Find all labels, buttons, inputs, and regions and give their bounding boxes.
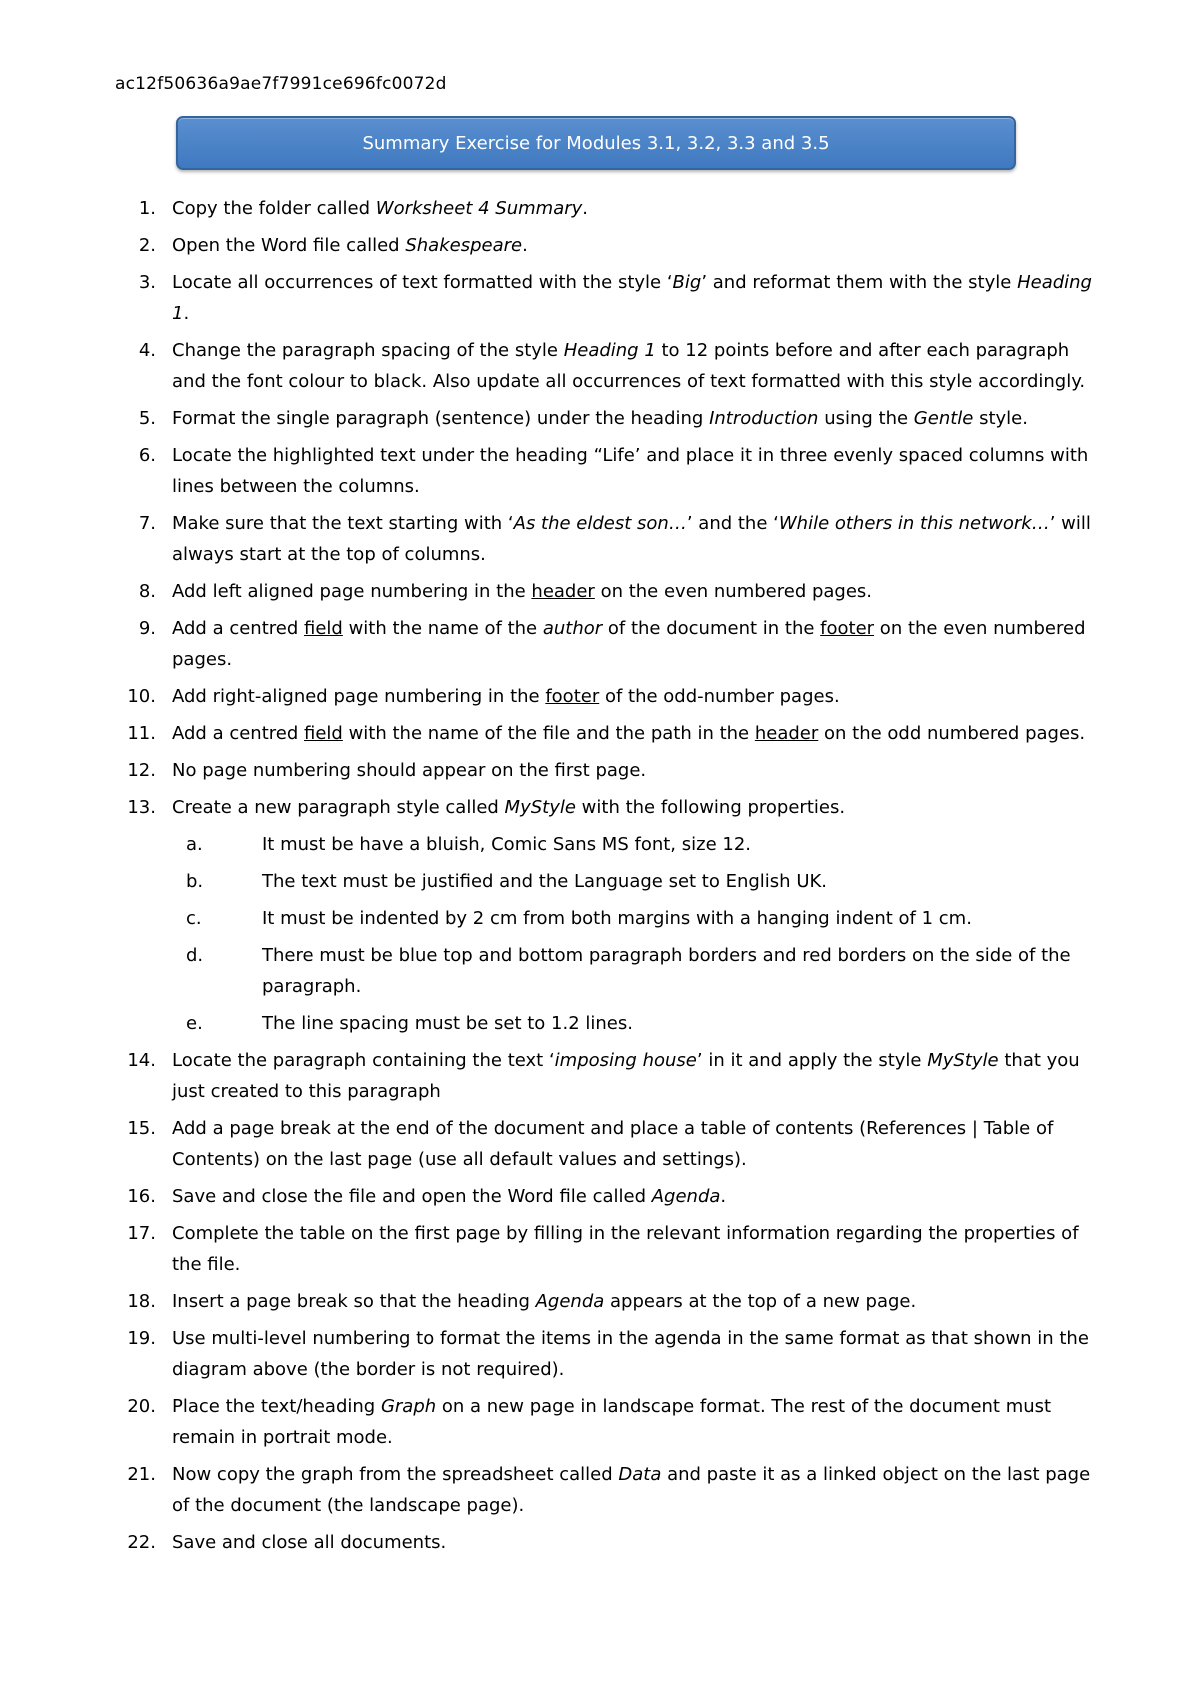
task-item [0, 1218, 1200, 1280]
task-text [172, 1323, 1092, 1385]
task-text-run: Format the single paragraph (sentence) under the heading [172, 408, 710, 429]
task-number: 12. [127, 760, 156, 781]
task-text-run: Copy the folder called [172, 198, 376, 219]
banner-title: Summary Exercise for Modules 3.1, 3.2, 3.3 and 3.5 [362, 132, 830, 154]
task-text-run: Locate all occurrences of text formatted with the style ‘ [172, 272, 673, 293]
task-number: 2. [138, 235, 156, 256]
task-number: 11. [127, 723, 156, 744]
task-text-run: ’ in it and apply the style [696, 1050, 928, 1071]
task-text [172, 267, 1092, 329]
task-text [172, 718, 1092, 749]
task-text [172, 1218, 1092, 1280]
task-text [172, 440, 1092, 502]
task-text-run: Insert a page break so that the heading [172, 1291, 536, 1312]
task-item [0, 403, 1200, 434]
sub-item [172, 829, 1092, 860]
task-text [172, 1113, 1092, 1175]
task-text-run: Locate the paragraph containing the text ‘ [172, 1050, 555, 1071]
task-text-run: of the document in the [602, 618, 821, 639]
task-text-run: Place the text/heading [172, 1396, 381, 1417]
sub-text: The line spacing must be set to 1.2 lines. [262, 1013, 633, 1034]
task-text-run: Change the paragraph spacing of the style [172, 340, 564, 361]
sub-item [172, 903, 1092, 934]
document-id: ac12f50636a9ae7f7991ce696fc0072d [115, 74, 447, 94]
task-text-run: No page numbering should appear on the first page. [172, 760, 647, 781]
task-item [0, 440, 1200, 502]
task-text-run: Heading 1 [172, 272, 1092, 324]
sub-text: There must be blue top and bottom paragraph borders and red borders on the side of the paragraph. [262, 945, 1071, 997]
task-text-run: MyStyle [927, 1050, 999, 1071]
task-text-run: Now copy the graph from the spreadsheet called [172, 1464, 619, 1485]
task-text-run: While others in this network… [778, 513, 1050, 534]
task-text-run: Use multi-level numbering to format the items in the agenda in the same format as that shown in the diagram above (the border is not required). [172, 1328, 1089, 1380]
sub-text: It must be indented by 2 cm from both margins with a hanging indent of 1 cm. [262, 908, 972, 929]
task-text-run: appears at the top of a new page. [604, 1291, 917, 1312]
task-number: 19. [127, 1328, 156, 1349]
task-text-run: using the [818, 408, 914, 429]
task-text-run: field [304, 723, 343, 744]
sub-letter: c. [186, 908, 202, 929]
task-text-run: . [720, 1186, 727, 1207]
title-banner [176, 116, 1016, 170]
task-text [172, 403, 1092, 434]
task-text-run: Add right-aligned page numbering in the [172, 686, 546, 707]
task-text-run: on the odd numbered pages. [818, 723, 1086, 744]
task-item [0, 1286, 1200, 1317]
task-number: 13. [127, 797, 156, 818]
task-text [172, 230, 1092, 261]
task-number: 1. [138, 198, 156, 219]
task-text-run: ’ and the ‘ [686, 513, 779, 534]
task-text-run: that you just created to this paragraph [172, 1050, 1080, 1102]
task-text-run: on the even numbered pages. [594, 581, 873, 602]
sub-item [172, 1008, 1092, 1039]
task-item [0, 1459, 1200, 1521]
task-text-run: footer [820, 618, 875, 639]
sub-letter: a. [186, 834, 203, 855]
task-item [0, 335, 1200, 397]
task-number: 16. [127, 1186, 156, 1207]
task-text-run: ’ will always start at the top of columns. [172, 513, 1091, 565]
sub-item [172, 940, 1092, 1002]
task-number: 4. [138, 340, 156, 361]
task-text [172, 681, 1092, 712]
task-text-run: style. [973, 408, 1028, 429]
task-text-run: Make sure that the text starting with ‘ [172, 513, 514, 534]
task-text-run: footer [545, 686, 600, 707]
task-text-run: Introduction [709, 408, 819, 429]
task-number: 22. [127, 1532, 156, 1553]
task-text-run: header [754, 723, 819, 744]
task-text-run: Agenda [651, 1186, 721, 1207]
task-text-run: . [582, 198, 589, 219]
task-text [172, 792, 1092, 1039]
task-text-run: Agenda [535, 1291, 605, 1312]
task-text [172, 1045, 1092, 1107]
task-list [0, 193, 1200, 1564]
task-item [0, 230, 1200, 261]
sub-letter: e. [186, 1013, 203, 1034]
task-text-run: ’ and reformat them with the style [701, 272, 1018, 293]
task-text [172, 576, 1092, 607]
sub-letter: b. [186, 871, 204, 892]
task-text [172, 1181, 1092, 1212]
sub-text: The text must be justified and the Language set to English UK. [262, 871, 828, 892]
task-text-run: Shakespeare [405, 235, 523, 256]
task-text-run: Add left aligned page numbering in the [172, 581, 532, 602]
task-text-run: field [304, 618, 343, 639]
task-text-run: Complete the table on the first page by filling in the relevant information regarding the properties of the file. [172, 1223, 1079, 1275]
task-item [0, 193, 1200, 224]
task-text-run: on a new page in landscape format. The rest of the document must remain in portrait mode. [172, 1396, 1052, 1448]
task-text-run: author [542, 618, 603, 639]
task-text-run: MyStyle [504, 797, 576, 818]
task-text-run: Create a new paragraph style called [172, 797, 505, 818]
task-number: 9. [138, 618, 156, 639]
task-item [0, 755, 1200, 786]
task-text-run: Worksheet 4 Summary [375, 198, 583, 219]
task-number: 20. [127, 1396, 156, 1417]
task-text [172, 1527, 1092, 1558]
task-number: 21. [127, 1464, 156, 1485]
task-number: 3. [138, 272, 156, 293]
task-text-run: and paste it as a linked object on the last page of the document (the landscape page). [172, 1464, 1091, 1516]
task-text [172, 193, 1092, 224]
task-text-run: on the even numbered pages. [172, 618, 1086, 670]
task-item [0, 613, 1200, 675]
task-number: 18. [127, 1291, 156, 1312]
task-text-run: Open the Word file called [172, 235, 406, 256]
task-number: 6. [138, 445, 156, 466]
sub-letter: d. [186, 945, 204, 966]
task-text [172, 335, 1092, 397]
task-item [0, 508, 1200, 570]
task-text [172, 1286, 1092, 1317]
task-text [172, 755, 1092, 786]
task-number: 17. [127, 1223, 156, 1244]
task-item [0, 576, 1200, 607]
task-text [172, 613, 1092, 675]
task-item [0, 1391, 1200, 1453]
task-text-run: Big [672, 272, 702, 293]
sub-text: It must be have a bluish, Comic Sans MS font, size 12. [262, 834, 751, 855]
task-text-run: with the name of the [342, 618, 543, 639]
task-text-run: imposing house [554, 1050, 697, 1071]
task-number: 5. [138, 408, 156, 429]
task-text-run: Add a centred [172, 618, 304, 639]
task-number: 15. [127, 1118, 156, 1139]
task-text-run: Gentle [913, 408, 974, 429]
task-item [0, 792, 1200, 1039]
task-item [0, 1527, 1200, 1558]
task-text-run: with the name of the file and the path in the [342, 723, 755, 744]
task-item [0, 267, 1200, 329]
task-text [172, 1459, 1092, 1521]
task-item [0, 718, 1200, 749]
task-text-run: Locate the highlighted text under the heading “Life’ and place it in three evenly spaced columns with lines between the columns. [172, 445, 1089, 497]
task-item [0, 1113, 1200, 1175]
task-item [0, 681, 1200, 712]
task-text-run: Save and close the file and open the Word file called [172, 1186, 652, 1207]
task-text-run: Add a page break at the end of the document and place a table of contents (References | Table of Contents) on the last page (use all default values and settings). [172, 1118, 1054, 1170]
task-text [172, 1391, 1092, 1453]
task-item [0, 1045, 1200, 1107]
task-text-run: . [522, 235, 528, 256]
task-text-run: header [531, 581, 595, 602]
task-text [172, 508, 1092, 570]
task-text-run: Add a centred [172, 723, 304, 744]
task-text-run: with the following properties. [575, 797, 846, 818]
sub-list [172, 829, 1092, 1039]
task-text-run: Graph [380, 1396, 437, 1417]
sub-item [172, 866, 1092, 897]
task-number: 7. [138, 513, 156, 534]
task-text-run: Heading 1 [563, 340, 656, 361]
task-text-run: . [183, 303, 190, 324]
task-number: 14. [127, 1050, 156, 1071]
task-number: 10. [127, 686, 156, 707]
task-text-run: Save and close all documents. [172, 1532, 447, 1553]
task-text-run: to 12 points before and after each paragraph and the font colour to black. Also update all occurrences of text formatted with this style accordingly. [172, 340, 1086, 392]
task-text-run: As the eldest son… [513, 513, 687, 534]
task-number: 8. [138, 581, 156, 602]
task-text-run: Data [618, 1464, 662, 1485]
task-item [0, 1323, 1200, 1385]
task-text-run: of the odd-number pages. [599, 686, 840, 707]
task-item [0, 1181, 1200, 1212]
